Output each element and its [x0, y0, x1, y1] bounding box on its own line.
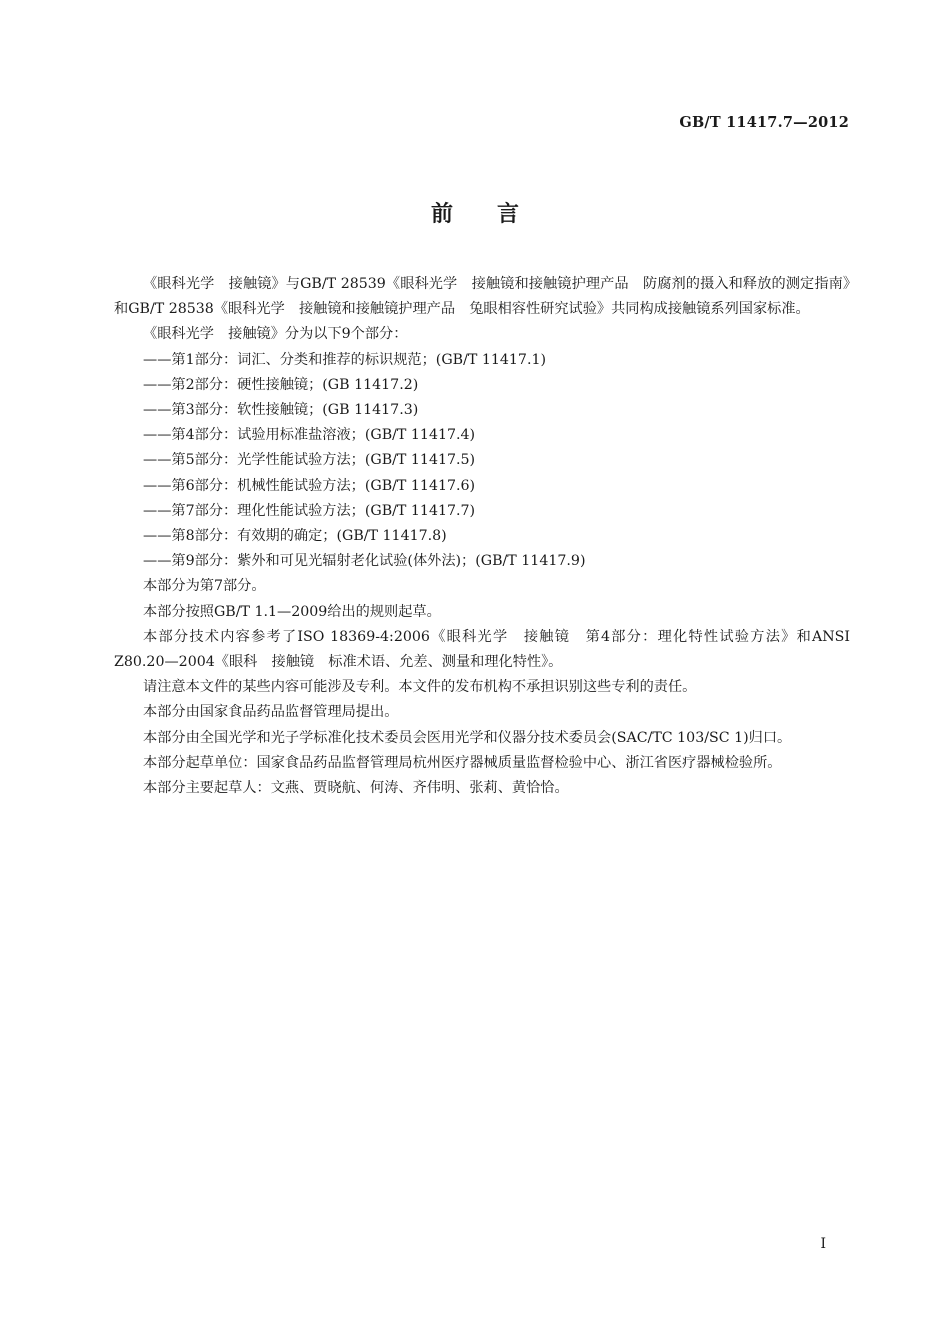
list-item: ——第8部分：有效期的确定；(GB/T 11417.8) [143, 528, 447, 545]
parts-list [114, 348, 850, 575]
proposer-paragraph: 本部分由国家食品药品监督管理局提出。 [143, 704, 399, 721]
parts-intro-paragraph: 《眼科光学 接触镜》分为以下9个部分： [143, 326, 408, 343]
list-item: ——第1部分：词汇、分类和推荐的标识规范；(GB/T 11417.1) [143, 351, 547, 368]
patent-notice-paragraph: 请注意本文件的某些内容可能涉及专利。本文件的发布机构不承担识别这些专利的责任。 [143, 679, 697, 696]
list-item: ——第7部分：理化性能试验方法；(GB/T 11417.7) [143, 502, 476, 519]
list-item: ——第4部分：试验用标准盐溶液；(GB/T 11417.4) [143, 427, 476, 444]
list-item: ——第3部分：软性接触镜；(GB 11417.3) [143, 402, 419, 419]
foreword-body [114, 272, 855, 801]
standard-code: GB/T 11417.7—2012 [679, 114, 849, 131]
drafting-rules-paragraph: 本部分按照GB/T 1.1—2009给出的规则起草。 [143, 603, 441, 620]
intro-paragraph: 《眼科光学 接触镜》与GB/T 28539《眼科光学 接触镜和接触镜护理产品 防腐剂的摄入和释放的测定指南》和GB/T 28538《眼科光学 接触镜和接触镜护理产品 兔眼相容性研究试验》共同构成接触镜系列国家标准。 [114, 276, 850, 318]
part-number-paragraph: 本部分为第7部分。 [143, 578, 266, 595]
committee-paragraph: 本部分由全国光学和光子学标准化技术委员会医用光学和仪器分技术委员会(SAC/TC 103/SC 1)归口。 [143, 729, 792, 746]
drafters-paragraph: 本部分主要起草人：文燕、贾晓航、何涛、齐伟明、张莉、黄恰恰。 [143, 780, 569, 797]
list-item: ——第9部分：紫外和可见光辐射老化试验(体外法)；(GB/T 11417.9) [143, 553, 586, 570]
page-title: 前 言 [430, 201, 519, 227]
reference-paragraph: 本部分技术内容参考了ISO 18369-4:2006《眼科光学 接触镜 第4部分：理化特性试验方法》和ANSI Z80.20—2004《眼科 接触镜 标准术语、允差、测量和理化特性》。 [114, 628, 855, 671]
list-item: ——第5部分：光学性能试验方法；(GB/T 11417.5) [143, 452, 476, 469]
list-item: ——第6部分：机械性能试验方法；(GB/T 11417.6) [143, 477, 476, 494]
list-item: ——第2部分：硬性接触镜；(GB 11417.2) [143, 376, 419, 393]
page-number: I [820, 1236, 826, 1252]
drafting-units-paragraph: 本部分起草单位：国家食品药品监督管理局杭州医疗器械质量监督检验中心、浙江省医疗器械检验所。 [143, 754, 782, 771]
